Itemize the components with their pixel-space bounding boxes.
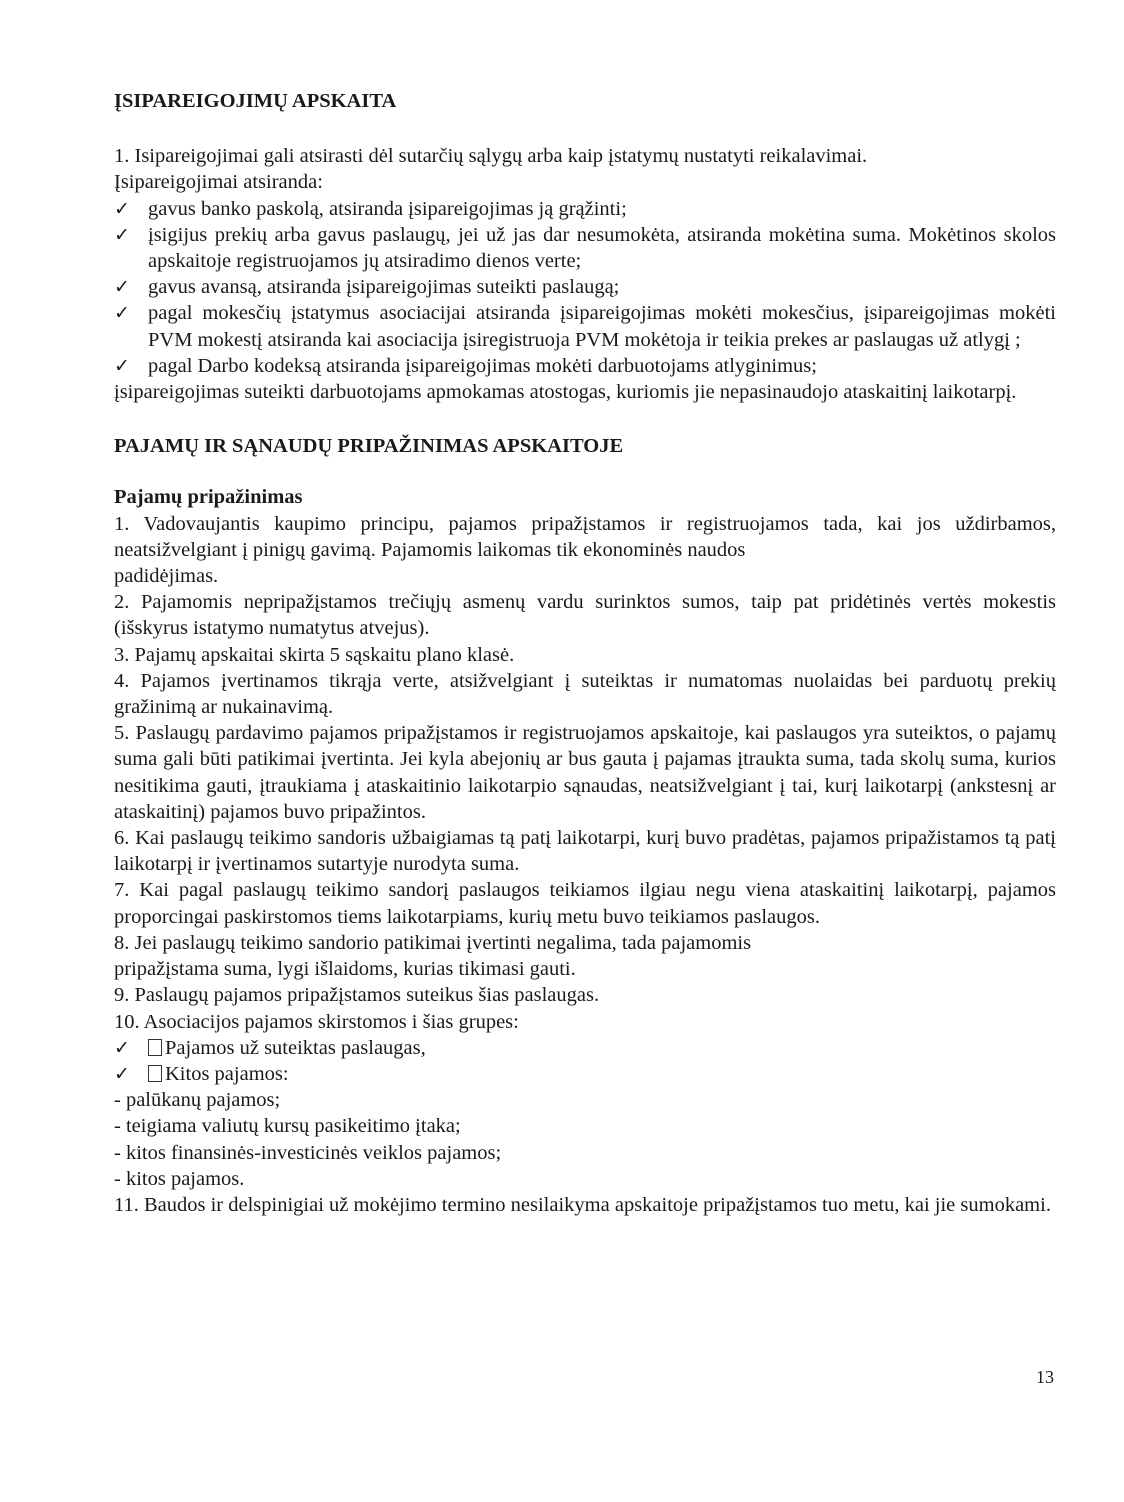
checkmark-icon: ✓	[114, 354, 130, 377]
paragraph-6: 6. Kai paslaugų teikimo sandoris užbaigiamas tą patį laikotarpi, kurį buvo pradėtas, pajamos pripažistamos tą patį laikotarpį ir įvertinamos sutartyje nurodyta suma.	[114, 827, 1056, 876]
list-item	[114, 274, 1056, 300]
liabilities-intro-2: Įsipareigojimai atsiranda:	[114, 171, 323, 194]
group-label: Kitos pajamos:	[165, 1062, 289, 1085]
subsection-title-income: Pajamų pripažinimas	[114, 486, 303, 509]
paragraph-7: 7. Kai pagal paslaugų teikimo sandorį paslaugos teikiamos ilgiau negu viena ataskaitinį laikotarpį, pajamos proporcingai paskirstomos tiems laikotarpiams, kurių metu buvo teikiamos paslaugos.	[114, 879, 1056, 928]
paragraph-10: 10. Asociacijos pajamos skirstomos i šias grupes:	[114, 1010, 519, 1033]
list-item-text: įsigijus prekių arba gavus paslaugų, jei už jas dar nesumokėta, atsiranda mokėtina suma. Mokėtinos skolos apskaitoje registruojamos jų atsiradimo dienos verte;	[148, 223, 1056, 273]
dash-item: - teigiama valiutų kursų pasikeitimo įtaka;	[114, 1115, 461, 1138]
checkmark-icon: ✓	[114, 276, 130, 299]
list-item	[114, 196, 1056, 222]
paragraph-2: 2. Pajamomis nepripažįstamos trečiųjų asmenų vardu surinktos sumos, taip pat pridėtinės vertės mokestis (išskyrus istatymo numatytus atvejus).	[114, 591, 1056, 640]
paragraph-4: 4. Pajamos įvertinamos tikrąja verte, atsižvelgiant į suteiktas ir numatomas nuolaidas bei parduotų prekių gražinimą ar nukainavimą.	[114, 669, 1056, 719]
paragraph-1: 1. Vadovaujantis kaupimo principu, pajamos pripažįstamos ir registruojamos tada, kai jos uždirbamos, neatsižvelgiant į pinigų gavimą. Pajamomis laikomas tik ekonominės naudos	[114, 512, 1056, 561]
checkmark-icon: ✓	[114, 197, 130, 220]
list-item-text: gavus banko paskolą, atsiranda įsipareigojimas ją grąžinti;	[148, 197, 627, 220]
list-item	[114, 353, 1056, 379]
paragraph-1-continued: padidėjimas.	[114, 565, 219, 588]
dash-item: - kitos finansinės-investicinės veiklos pajamos;	[114, 1141, 502, 1164]
page-number: 13	[1036, 1367, 1054, 1387]
checkmark-icon: ✓	[114, 1062, 130, 1085]
group-label: Pajamos už suteiktas paslaugas,	[165, 1036, 426, 1059]
paragraph-8-continued: pripažįstama suma, lygi išlaidoms, kurias tikimasi gauti.	[114, 958, 576, 981]
list-item-text: pagal Darbo kodeksą atsiranda įsipareigojimas mokėti darbuotojams atlyginimus;	[148, 354, 817, 377]
dash-item: - palūkanų pajamos;	[114, 1089, 281, 1112]
list-item	[114, 300, 1056, 352]
paragraph-5: 5. Paslaugų pardavimo pajamos pripažįstamos ir registruojamos apskaitoje, kai paslaugos yra suteiktos, o pajamų suma gali būti patikimai įvertinta. Jei kyla abejonių ar bus gauta į pajamas įtraukta suma, tada skolų suma, kurios nesitikima gauti, įtraukiama į ataskaitinio laikotarpio sąnaudas, neatsižvelgiant į tai, kurį laikotarpį (ankstesnį ar ataskaitinį) pajamos buvo pripažintos.	[114, 722, 1056, 823]
list-item	[114, 222, 1056, 274]
dash-item: - kitos pajamos.	[114, 1167, 245, 1190]
list-item	[114, 1061, 1056, 1087]
checkmark-icon: ✓	[114, 223, 130, 246]
liabilities-closing: įsipareigojimas suteikti darbuotojams apmokamas atostogas, kuriomis jie nepasinaudojo ataskaitinį laikotarpį.	[114, 381, 1017, 404]
paragraph-3: 3. Pajamų apskaitai skirta 5 sąskaitu plano klasė.	[114, 643, 515, 666]
liabilities-intro: 1. Isipareigojimai gali atsirasti dėl sutarčių sąlygų arba kaip įstatymų nustatyti reikalavimai.	[114, 145, 868, 168]
empty-box-icon	[148, 1039, 162, 1056]
paragraph-11: 11. Baudos ir delspinigiai už mokėjimo termino nesilaikyma apskaitoje pripažįstamos tuo metu, kai jie sumokami.	[114, 1193, 1051, 1216]
paragraph-8: 8. Jei paslaugų teikimo sandorio patikimai įvertinti negalima, tada pajamomis	[114, 931, 752, 954]
checkmark-icon: ✓	[114, 302, 130, 325]
list-item-text: gavus avansą, atsiranda įsipareigojimas suteikti paslaugą;	[148, 276, 620, 299]
list-item-text: pagal mokesčių įstatymus asociacijai atsiranda įsipareigojimas mokėti mokesčius, įsipareigojimas mokėti PVM mokestį atsiranda kai asociacija įsiregistruoja PVM mokėtoja ir teikia prekes ar paslaugas už atlygį ;	[148, 302, 1056, 351]
paragraph-9: 9. Paslaugų pajamos pripažįstamos suteikus šias paslaugas.	[114, 984, 600, 1007]
list-item	[114, 1035, 1056, 1061]
section-title-income-expenses: PAJAMŲ IR SĄNAUDŲ PRIPAŽINIMAS APSKAITOJE	[114, 435, 624, 458]
checkmark-icon: ✓	[114, 1036, 130, 1059]
section-title-liabilities: ĮSIPAREIGOJIMŲ APSKAITA	[114, 90, 397, 112]
empty-box-icon	[148, 1065, 162, 1082]
